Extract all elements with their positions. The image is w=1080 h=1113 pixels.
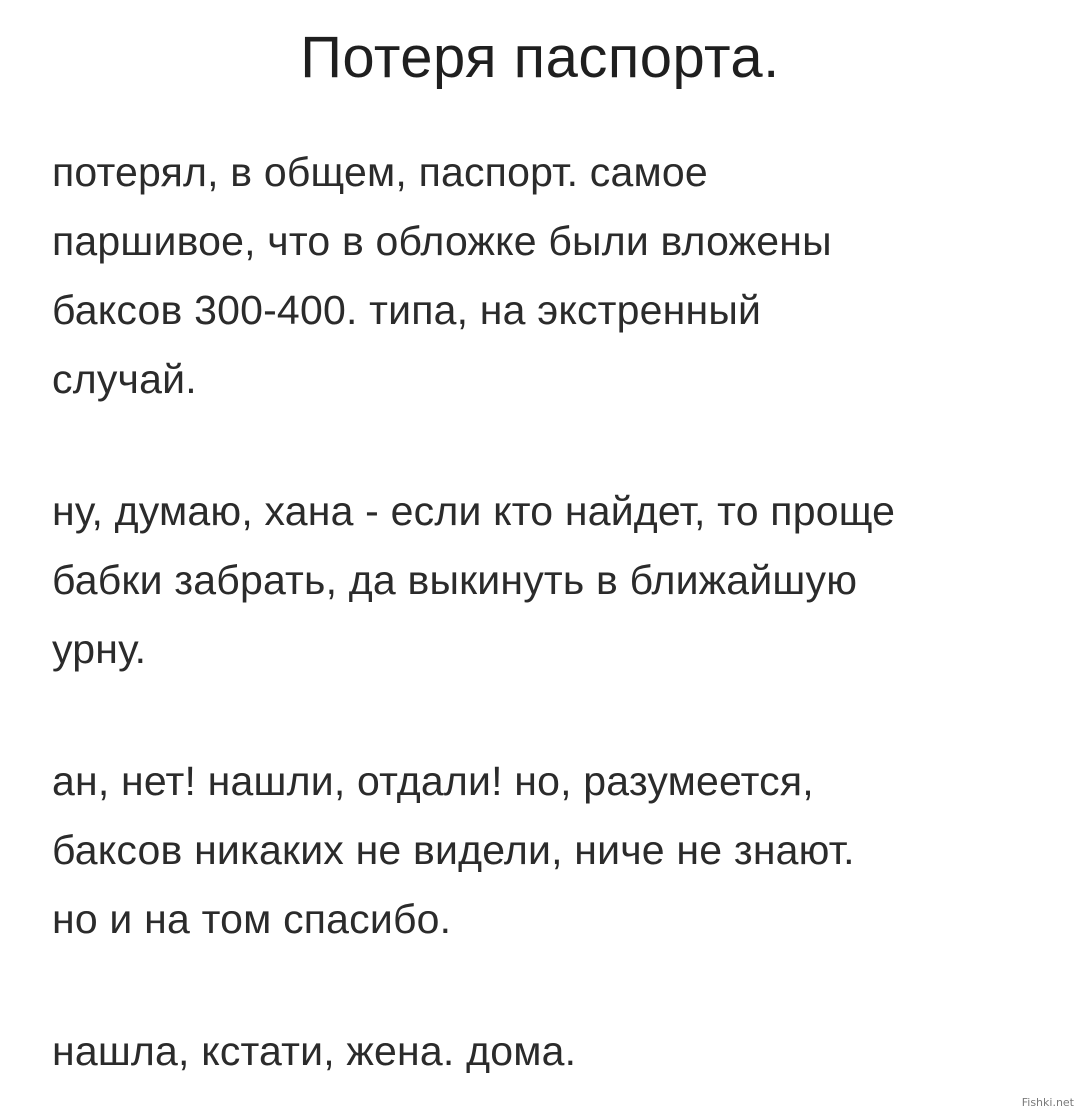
watermark: Fishki.net (1021, 1096, 1074, 1109)
paragraph-line: урну. (52, 626, 147, 672)
paragraph-line: но и на том спасибо. (52, 896, 452, 942)
post-title: Потеря паспорта. (300, 25, 780, 90)
post-body (52, 138, 1052, 1086)
paragraph-1 (52, 138, 1052, 414)
paragraph-line: случай. (52, 356, 197, 402)
paragraph-4 (52, 1017, 1052, 1086)
paragraph-2 (52, 477, 1052, 684)
paragraph-line: баксов 300-400. типа, на экстренный (52, 287, 762, 333)
paragraph-line: ну, думаю, хана - если кто найдет, то проще (52, 488, 896, 534)
paragraph-line: потерял, в общем, паспорт. самое (52, 149, 708, 195)
paragraph-3 (52, 747, 1052, 954)
paragraph-line: нашла, кстати, жена. дома. (52, 1028, 577, 1074)
paragraph-line: бабки забрать, да выкинуть в ближайшую (52, 557, 858, 603)
paragraph-line: паршивое, что в обложке были вложены (52, 218, 832, 264)
paragraph-line: ан, нет! нашли, отдали! но, разумеется, (52, 758, 814, 804)
paragraph-line: баксов никаких не видели, ниче не знают. (52, 827, 855, 873)
